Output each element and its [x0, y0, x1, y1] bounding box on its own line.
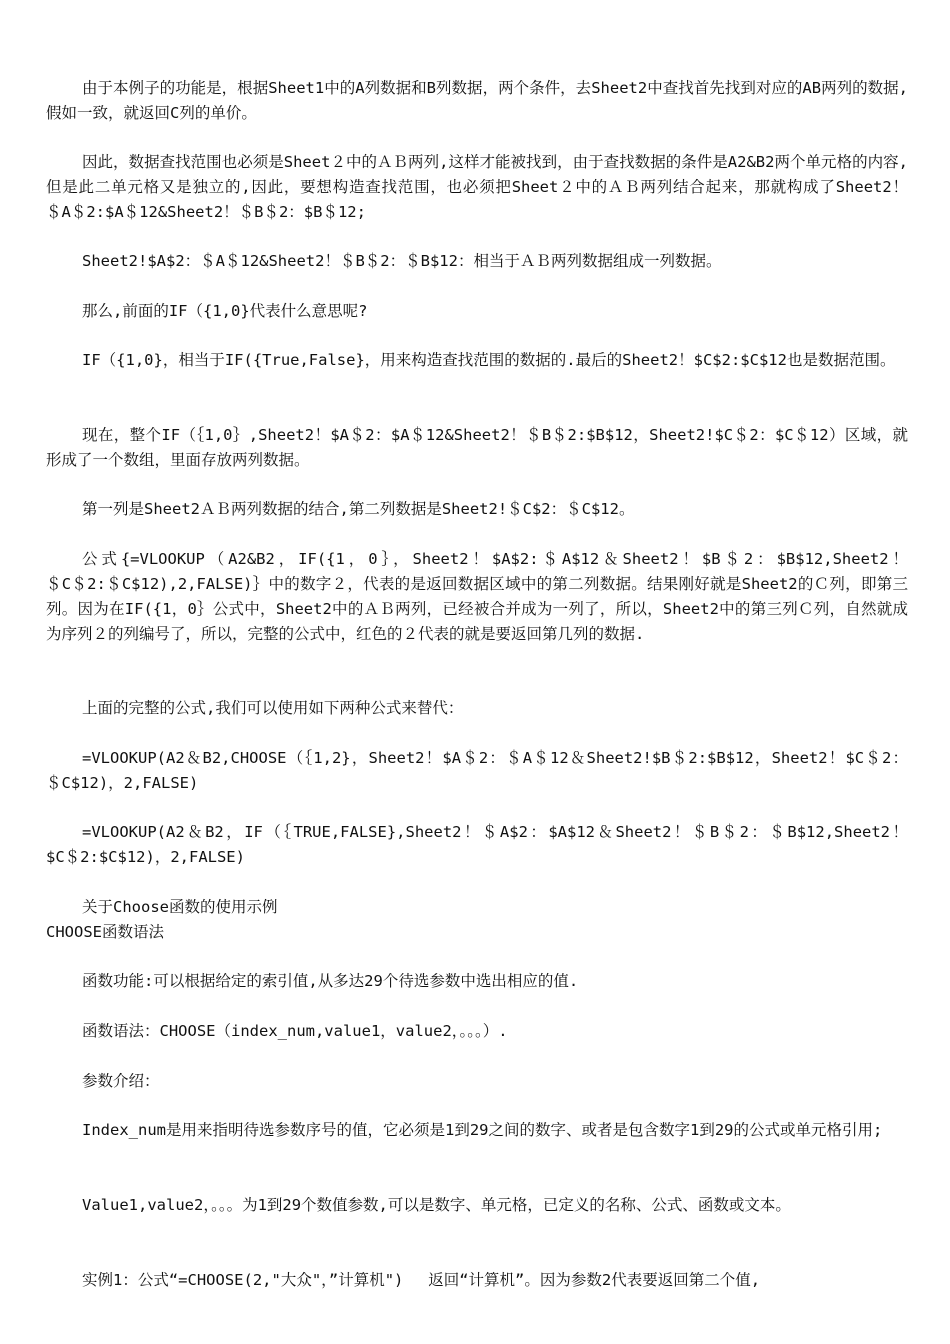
paragraph-13: CHOOSE函数语法 — [46, 923, 164, 941]
paragraph-18: Value1,value2，。。。为1到29个数值参数,可以是数字、单元格，已定义的名称、公式、函数或文本。 — [82, 1196, 791, 1214]
paragraph-14: 函数功能:可以根据给定的索引值,从多达29个待选参数中选出相应的值. — [82, 972, 579, 990]
paragraph-15: 函数语法：CHOOSE（index_num,value1，value2，。。。）. — [82, 1022, 508, 1040]
paragraph-11: =VLOOKUP(A2＆B2，IF（｛TRUE,FALSE},Sheet2！＄A$2：$A$12＆Sheet2！＄B＄2：＄B$12,Sheet2！$C＄2:$C$12)，2,FALSE) — [46, 823, 908, 866]
paragraph-9: 上面的完整的公式,我们可以使用如下两种公式来替代： — [82, 699, 464, 717]
paragraph-4: 那么,前面的IF（{1,0}代表什么意思呢? — [82, 302, 368, 320]
paragraph-6: 现在，整个IF（｛1,0｝,Sheet2！$A＄2：$A＄12&Sheet2！＄B＄2:$B$12，Sheet2!$C＄2：$C＄12）区域，就形成了一个数组，里面存放两列数据。 — [46, 426, 908, 469]
paragraph-17: Index_num是用来指明待选参数序号的值，它必须是1到29之间的数字、或者是包含数字1到29的公式或单元格引用; — [82, 1121, 883, 1139]
paragraph-10: =VLOOKUP(A2＆B2,CHOOSE（｛1,2}，Sheet2！$A＄2：＄A＄12＆Sheet2!$B＄2:$B$12，Sheet2！$C＄2：＄C$12)，2,FALSE) — [46, 749, 908, 792]
paragraph-1: 由于本例子的功能是，根据Sheet1中的A列数据和B列数据，两个条件，去Sheet2中查找首先找到对应的AB两列的数据,假如一致，就返回C列的单价。 — [46, 79, 908, 122]
paragraph-8: 公式{=VLOOKUP（A2&B2，IF({1，0｝，Sheet2！$A$2:＄A$12＆Sheet2！$B＄2：$B$12,Sheet2！＄C＄2:＄C$12),2,FALSE)｝中的数字２，代表的是返回数据区域中的第二列数据。结果刚好就是Sheet2的Ｃ列，即第三列。因为在IF({1，0｝公式中，Sheet2中的ＡＢ两列，已经被合并成为一列了，所以，Sheet2中的第三列Ｃ列，自然就成为序列２的列编号了，所以，完整的公式中，红色的２代表的就是要返回第几列的数据. — [46, 550, 908, 643]
paragraph-5: IF（{1,0}，相当于IF({True,False}，用来构造查找范围的数据的.最后的Sheet2！$C$2:$C$12也是数据范围。 — [82, 351, 896, 369]
paragraph-19: 实例1：公式“=CHOOSE(2,"大众"，”计算机") 返回“计算机”。因为参数2代表要返回第二个值, — [82, 1271, 761, 1289]
paragraph-2: 因此，数据查找范围也必须是Sheet２中的ＡＢ两列,这样才能被找到，由于查找数据的条件是A2&B2两个单元格的内容,但是此二单元格又是独立的,因此，要想构造查找范围，也必须把Sheet２中的ＡＢ两列结合起来，那就构成了Sheet2！＄A＄2:$A＄12&Sheet2！＄B＄2：$B＄12; — [46, 153, 908, 221]
paragraph-16: 参数介绍： — [82, 1072, 160, 1090]
paragraph-12: 关于Choose函数的使用示例 — [82, 898, 278, 916]
paragraph-3: Sheet2!$A$2：＄A＄12&Sheet2！＄B＄2：＄B$12：相当于ＡＢ两列数据组成一列数据。 — [82, 252, 722, 270]
paragraph-7: 第一列是Sheet2ＡＢ两列数据的结合,第二列数据是Sheet2!＄C$2：＄C$12。 — [82, 500, 635, 518]
